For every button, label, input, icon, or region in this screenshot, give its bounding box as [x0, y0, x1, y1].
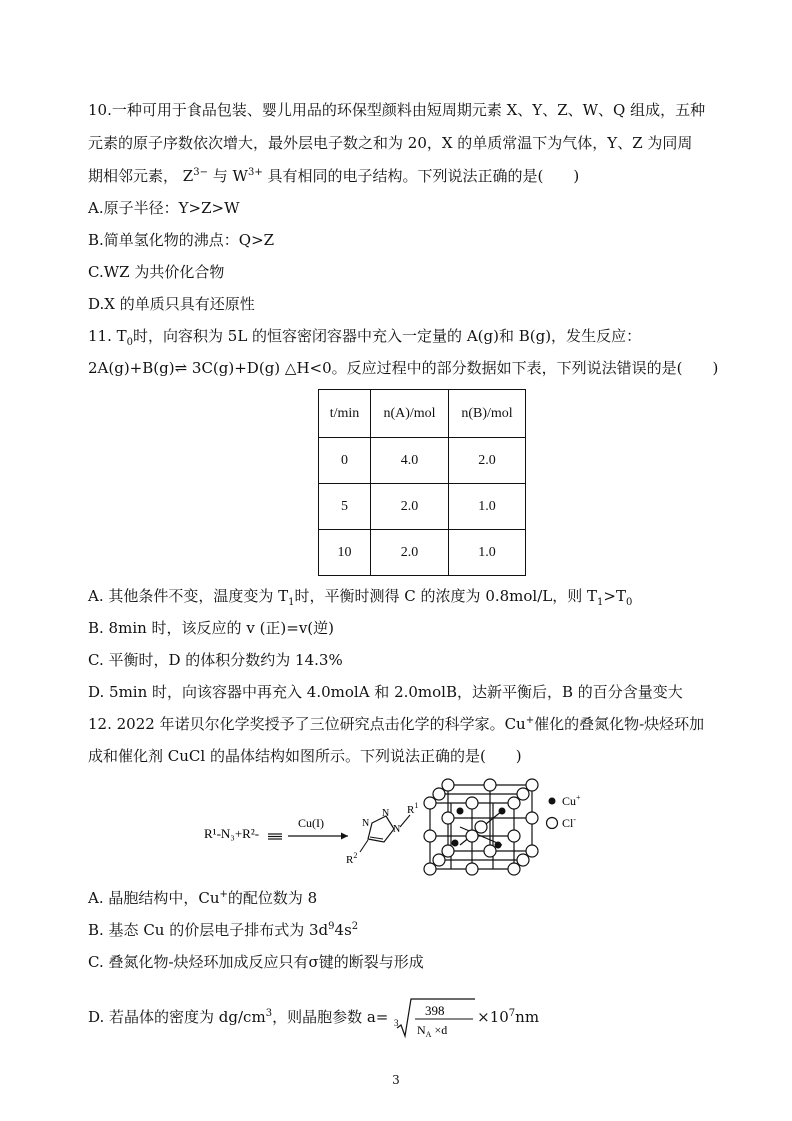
table-cell: 10 [319, 530, 371, 576]
q11-option-b: B. 8min 时，该反应的 v (正)=v(逆) [88, 619, 335, 637]
table-row [319, 438, 526, 484]
numerator: 398 [425, 1003, 445, 1018]
reaction-and-crystal-figure [200, 773, 620, 885]
q10-line3: 期相邻元素， $Z^{3-}$ 与 $W^{3+}$ 具有相同的电子结构。下列说法正确的是( ) [88, 167, 580, 185]
r2-label: $R^2$ [346, 851, 358, 866]
q10-option-c: C.WZ 为共价化合物 [88, 263, 225, 281]
table-header: n(B)/mol [449, 390, 526, 438]
q11-data-table [318, 389, 526, 576]
table-header-row [319, 390, 526, 438]
catalyst-label: Cu(I) [298, 816, 324, 830]
atom-n: N [362, 818, 370, 829]
q10-option-b: B.简单氢化物的沸点：Q>Z [88, 231, 275, 249]
q12-option-b: B. 基态 Cu 的价层电子排布式为 $3d^94s^2$ [88, 921, 359, 939]
table-cell: 5 [319, 484, 371, 530]
table-cell: 2.0 [449, 438, 526, 484]
table-cell: 0 [319, 438, 371, 484]
q11-option-c: C. 平衡时，D 的体积分数约为 14.3% [88, 651, 343, 669]
q10-line1: 10.一种可用于食品包装、婴儿用品的环保型颜料由短周期元素 X、Y、Z、W、Q 组成，五种 [88, 101, 706, 119]
q12-option-c: C. 叠氮化物-炔烃环加成反应只有σ键的断裂与形成 [88, 953, 424, 971]
q10-option-d: D.X 的单质只具有还原性 [88, 295, 255, 313]
reactant-label: R¹-N₃+R²- [204, 826, 260, 841]
q11-line2: 2A(g)+B(g)⇌ 3C(g)+D(g) △H<0。反应过程中的部分数据如下表，下列说法错误的是( ) [88, 359, 719, 377]
triazole-ring [368, 816, 394, 842]
w-ion: W [232, 167, 248, 185]
q11-line1: 11. $T_0$时，向容积为 5L 的恒容密闭容器中充入一定量的 A(g)和 B(g)，发生反应： [88, 327, 642, 348]
q12-option-d: D. 若晶体的密度为 $dg/cm^3$，则晶胞参数 a= 3 398 $N_A \times d$ $\times 10^7nm$ [88, 996, 539, 1040]
legend-cu-label: Cu+ [562, 793, 581, 808]
table-header: n(A)/mol [371, 390, 449, 438]
table-row [319, 484, 526, 530]
table-cell: 2.0 [371, 484, 449, 530]
table-cell: 4.0 [371, 438, 449, 484]
q11-option-d: D. 5min 时，向该容器中再充入 4.0molA 和 2.0molB，达新平衡后，B 的百分含量变大 [88, 683, 683, 701]
page-number: 3 [392, 1073, 400, 1087]
table-cell: 1.0 [449, 530, 526, 576]
legend-cl-label: Cl- [562, 815, 577, 830]
z-ion: Z [182, 167, 194, 185]
q12-line2: 成和催化剂 CuCl 的晶体结构如图所示。下列说法正确的是( ) [88, 747, 522, 765]
table-row [319, 530, 526, 576]
cube-root-expression [393, 996, 477, 1040]
root-index: 3 [394, 1018, 399, 1028]
legend-cu-marker [549, 798, 556, 805]
table-cell: 1.0 [449, 484, 526, 530]
table-header: t/min [319, 390, 371, 438]
q10-option-a: A.原子半径：Y>Z>W [88, 199, 240, 217]
q10-line2: 元素的原子序数依次增大，最外层电子数之和为 20，X 的单质常温下为气体，Y、Z 为同周 [88, 134, 693, 152]
q12-option-a: A. 晶胞结构中，Cu+的配位数为 8 [88, 889, 318, 907]
atom-n: N [393, 824, 401, 835]
table-cell: 2.0 [371, 530, 449, 576]
q11-option-a: A. 其他条件不变，温度变为 $T_1$时，平衡时测得 C 的浓度为 0.8mol/L，则 $T_1>T_0$ [88, 587, 633, 608]
denominator: $N_A \times d$ [417, 1023, 448, 1039]
q12-line1: 12. 2022 年诺贝尔化学奖授予了三位研究点击化学的科学家。Cu+催化的叠氮化物-炔烃环加 [88, 715, 705, 733]
r1-label: $R^1$ [407, 801, 419, 816]
atom-n: N [382, 808, 390, 819]
legend-cl-marker [547, 818, 558, 829]
